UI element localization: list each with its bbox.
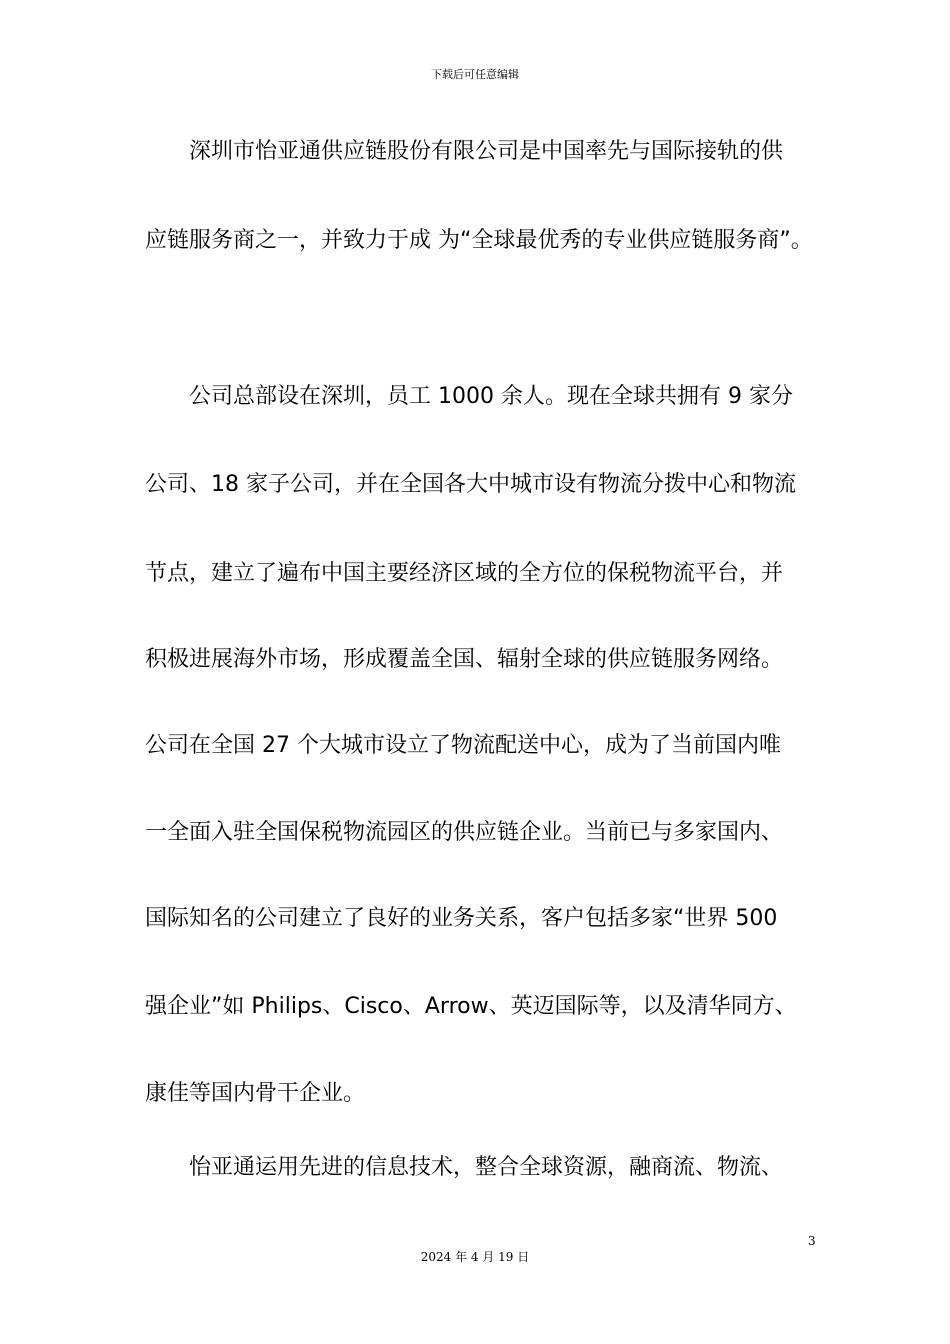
text-line: 公司总部设在深圳，员工 1000 余人。现在全球共拥有 9 家分 [145,384,793,409]
text-line: 积极进展海外市场，形成覆盖全国、辐射全球的供应链服务网络。 [145,647,784,672]
text-line: 深圳市怡亚通供应链股份有限公司是中国率先与国际接轨的供 [145,139,784,164]
text-line: 公司在全国 27 个大城市设立了物流配送中心，成为了当前国内唯 [145,733,781,758]
text-line: 应链服务商之一，并致力于成 为“全球最优秀的专业供应链服务商”。 [145,228,813,253]
text-line: 强企业”如 Philips、Cisco、Arrow、英迈国际等，以及清华同方、 [145,994,797,1019]
text-line: 康佳等国内骨干企业。 [145,1081,366,1106]
text-line: 节点，建立了遍布中国主要经济区域的全方位的保税物流平台，并 [145,561,784,586]
text-line: 怡亚通运用先进的信息技术，整合全球资源，融商流、物流、 [145,1155,784,1180]
page-number: 3 [808,1234,816,1248]
header-note: 下载后可任意编辑 [431,68,519,81]
text-line: 一全面入驻全国保税物流园区的供应链企业。当前已与多家国内、 [145,820,784,845]
text-line: 国际知名的公司建立了良好的业务关系，客户包括多家“世界 500 [145,906,778,931]
footer-date: 2024 年 4 月 19 日 [420,1250,530,1264]
text-line: 公司、18 家子公司，并在全国各大中城市设有物流分拨中心和物流 [145,472,796,497]
